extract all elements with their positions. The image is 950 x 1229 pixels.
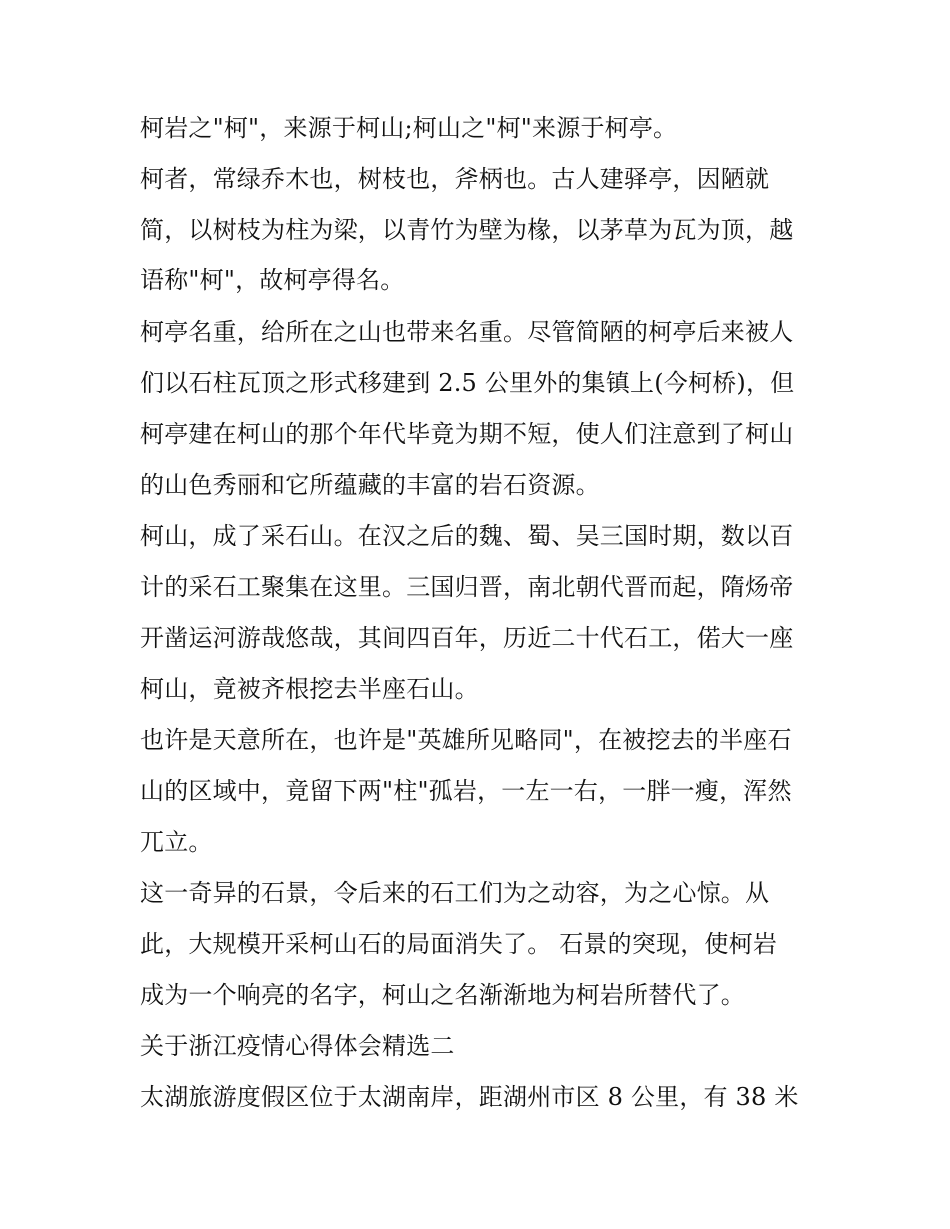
text-line: 柯山，竟被齐根挖去半座石山。 <box>140 675 479 703</box>
text-line: 柯岩之"柯"，来源于柯山;柯山之"柯"来源于柯亭。 <box>140 114 678 142</box>
text-line: 柯亭名重，给所在之山也带来名重。尽管简陋的柯亭后来被人 <box>140 318 794 346</box>
text-line: 兀立。 <box>140 828 213 856</box>
text-line: 语称"柯"，故柯亭得名。 <box>140 266 405 294</box>
text-line: 也许是天意所在，也许是"英雄所见略同"，在被挖去的半座石 <box>140 726 792 754</box>
text-line: 柯亭建在柯山的那个年代毕竟为期不短，使人们注意到了柯山 <box>140 420 794 448</box>
text-line: 开凿运河游哉悠哉，其间四百年，历近二十代石工，偌大一座 <box>140 624 794 652</box>
text-line: 这一奇异的石景，令后来的石工们为之动容，为之心惊。从 <box>140 879 770 907</box>
text-line: 们以石柱瓦顶之形式移建到 2.5 公里外的集镇上(今柯桥)，但 <box>140 369 795 397</box>
text-line: 山的区域中，竟留下两"柱"孤岩，一左一右，一胖一瘦，浑然 <box>140 777 792 805</box>
text-line: 此，大规模开采柯山石的局面消失了。 石景的突现，使柯岩 <box>140 930 778 958</box>
text-line: 成为一个响亮的名字，柯山之名渐渐地为柯岩所替代了。 <box>140 981 745 1009</box>
text-line: 的山色秀丽和它所蕴藏的丰富的岩石资源。 <box>140 471 600 499</box>
text-line: 太湖旅游度假区位于太湖南岸，距湖州市区 8 公里，有 38 米 <box>140 1083 799 1111</box>
text-line: 柯者，常绿乔木也，树枝也，斧柄也。古人建驿亭，因陋就 <box>140 165 770 193</box>
text-line: 计的采石工聚集在这里。三国归晋，南北朝代晋而起，隋炀帝 <box>140 573 794 601</box>
section-heading: 关于浙江疫情心得体会精选二 <box>140 1032 455 1060</box>
text-line: 简，以树枝为柱为梁，以青竹为壁为椽，以茅草为瓦为顶，越 <box>140 216 794 244</box>
text-line: 柯山，成了采石山。在汉之后的魏、蜀、吴三国时期，数以百 <box>140 522 794 550</box>
